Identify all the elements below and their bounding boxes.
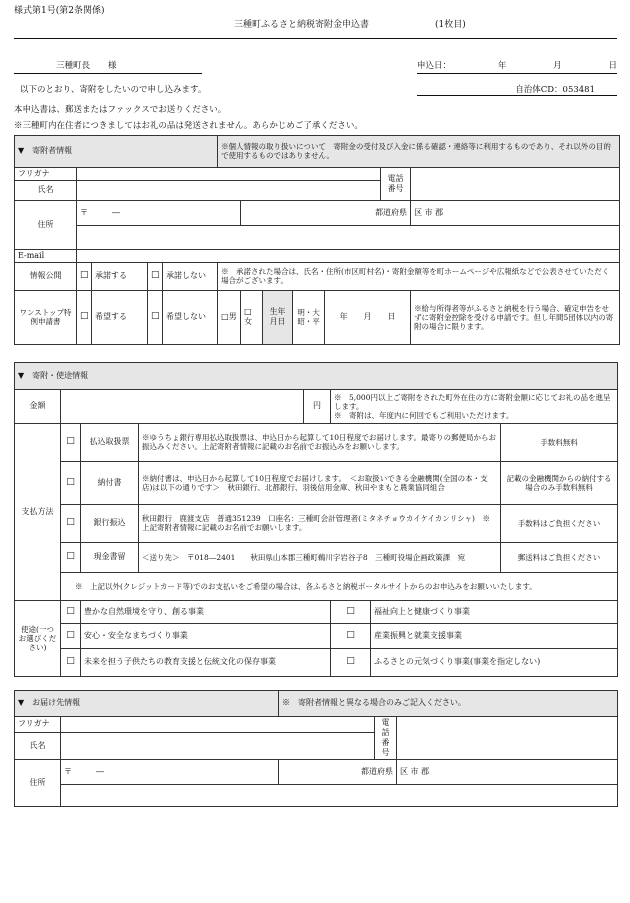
month-label: 月 — [553, 61, 562, 71]
delivery-city-label: 区 市 郡 — [397, 759, 618, 784]
delivery-furigana-input[interactable] — [61, 716, 375, 733]
phone-label: 電話番号 — [381, 167, 411, 200]
use-general-checkbox[interactable]: □ — [331, 648, 371, 676]
invoice-fee: 記載の金融機関からの納付する場合のみ手数料無料 — [501, 461, 618, 504]
mail-fax-note: 本申込書は、郵送またはファックスでお送りください。 — [14, 105, 227, 116]
bank-transfer-fee: 手数料はご負担ください — [501, 504, 618, 542]
bank-transfer-checkbox[interactable]: □ — [61, 504, 81, 542]
date-line[interactable] — [417, 61, 617, 74]
name-label: 氏名 — [15, 180, 77, 200]
furigana-input[interactable] — [77, 167, 381, 180]
registered-mail-checkbox[interactable]: □ — [61, 542, 81, 572]
address-input[interactable] — [77, 225, 620, 249]
year-label: 年 — [497, 61, 507, 71]
publicity-label: 情報公開 — [15, 262, 77, 290]
pay-slip-label: 払込取扱票 — [81, 423, 139, 461]
payment-method-label: 支払方法 — [15, 423, 61, 600]
no-want-label: 希望しない — [163, 290, 218, 344]
invoice-desc: ※納付書は、申込日から起算して10日程度でお届けします。 ＜お取扱いできる金融機関(全国の本・支店)は以下の通りです＞ 秋田銀行、北都銀行、羽後信用金庫、秋田やまもと農業協同組合 — [139, 461, 501, 504]
sama-label: 様 — [108, 61, 117, 71]
delivery-note: ※ 寄附者情報と異なる場合のみご記入ください。 — [279, 690, 618, 716]
email-label: E-mail — [15, 249, 77, 262]
use-general-label: ふるさとの元気づくり事業(事業を指定しない) — [371, 648, 618, 676]
use-nature-label: 豊かな自然環境を守り、創る事業 — [81, 600, 331, 623]
pay-slip-fee: 手数料無料 — [501, 423, 618, 461]
no-consent-checkbox[interactable]: □ — [148, 262, 163, 290]
spacer — [14, 677, 617, 690]
privacy-note: ※個人情報の取り扱いについて 寄附金の受付及び入金に係る確認・連絡等に利用するものであり、それ以外の目的で使用するものではありません。 — [218, 135, 620, 167]
form-title: 三種町ふるさと納税寄附金申込書 — [234, 20, 370, 30]
onestop-no-want-checkbox[interactable]: □ — [148, 290, 163, 344]
yen-label: 円 — [304, 389, 331, 423]
delivery-furigana-label: フリガナ — [15, 716, 61, 733]
use-safety-checkbox[interactable]: □ — [61, 623, 81, 648]
donation-section-title: ▼ 寄附・使途情報 — [15, 362, 618, 389]
use-welfare-label: 福祉向上と健康づくり事業 — [371, 600, 618, 623]
birthday-label: 生年月日 — [263, 290, 293, 344]
bank-transfer-desc: 秋田銀行 鹿渡支店 普通351239 口座名：三種町会計管理者(ミタネチョウカイケイカンリシャ) ※ 上記寄附者情報に記載のお名前でお願いします。 — [139, 504, 501, 542]
delivery-prefecture-label: 都道府県 — [279, 759, 397, 784]
use-industry-checkbox[interactable]: □ — [331, 623, 371, 648]
amount-note-repeat: ※ 寄附は、年度内に何回でもご利用いただけます。 — [334, 410, 514, 420]
furigana-label: フリガナ — [15, 167, 77, 180]
registered-mail-fee: 郵送料はご負担ください — [501, 542, 618, 572]
name-input[interactable] — [77, 180, 381, 200]
registered-mail-label: 現金書留 — [81, 542, 139, 572]
title-rule — [14, 38, 617, 39]
era-options[interactable]: 明・大昭・平 — [293, 290, 325, 344]
onestop-want-checkbox[interactable]: □ — [77, 290, 92, 344]
email-input[interactable] — [77, 249, 620, 262]
delivery-section-title: ▼ お届け先情報 — [15, 690, 279, 716]
publicity-note: ※ 承諾された場合は、氏名・住所(市区町村名)・寄附金額等を町ホームページや広報紙などで公表させていただく場合がございます。 — [218, 262, 620, 290]
pay-slip-desc: ※ゆうちょ銀行専用払込取扱票は、申込日から起算して10日程度でお届けします。最寄りの郵便局からお振込みください。上記寄附者情報に記載のお名前でお振込みをお願いします。 — [139, 423, 501, 461]
consent-label: 承諾する — [92, 262, 148, 290]
mayor-label: 三種町長 — [56, 61, 91, 71]
use-safety-label: 安心・安全なまちづくり事業 — [81, 623, 331, 648]
use-label: 使途(一つお選びください) — [15, 600, 61, 676]
amount-notes — [331, 389, 618, 423]
delivery-name-input[interactable] — [61, 733, 375, 759]
address-row — [14, 61, 617, 74]
delivery-address-label: 住所 — [15, 759, 61, 806]
page-indicator: (1枚目) — [435, 20, 466, 30]
birthdate-input[interactable]: 年 月 日 — [325, 290, 411, 344]
male-checkbox[interactable]: □男 — [218, 290, 241, 344]
invoice-checkbox[interactable]: □ — [61, 461, 81, 504]
onestop-note: ※給与所得者等がふるさと納税を行う場合、確定申告をせずに寄附金控除を受ける申請です。但し年間5団体以内の寄附の場合に限ります。 — [411, 290, 620, 344]
day-label: 日 — [608, 61, 617, 71]
pay-slip-checkbox[interactable]: □ — [61, 423, 81, 461]
other-payment-note: ※ 上記以外(クレジットカード等)でのお支払いをご希望の場合は、各ふるさと納税ポータルサイトからのお申込みをお願いいたします。 — [61, 572, 618, 600]
bank-transfer-label: 銀行振込 — [81, 504, 139, 542]
prefecture-label: 都道府県 — [241, 200, 411, 225]
donor-section-title: ▼ 寄附者情報 — [15, 135, 218, 167]
use-welfare-checkbox[interactable]: □ — [331, 600, 371, 623]
donation-table — [14, 362, 618, 677]
no-consent-label: 承諾しない — [163, 262, 218, 290]
resident-note: ※三種町内在住者につきましてはお礼の品は発送されません。あらかじめご了承ください。 — [14, 120, 363, 131]
delivery-phone-label: 電話番号 — [375, 716, 397, 759]
postal-code-input[interactable]: 〒 ― — [77, 200, 241, 225]
female-checkbox[interactable]: □女 — [241, 290, 263, 344]
use-industry-label: 産業振興と就業支援事業 — [371, 623, 618, 648]
amount-note-gift: ※ 5,000円以上ご寄附をされた町外在住の方に寄附金額に応じてお礼の品を進呈します。 — [334, 392, 611, 411]
donor-table — [14, 135, 620, 345]
amount-input[interactable] — [61, 389, 304, 423]
mayor-line — [14, 61, 202, 74]
form-number: 様式第1号(第2条関係) — [14, 6, 105, 16]
title-row — [14, 20, 617, 36]
delivery-address-input[interactable] — [61, 784, 618, 806]
use-education-label: 未来を担う子供たちの教育支援と伝統文化の保存事業 — [81, 648, 331, 676]
want-label: 希望する — [92, 290, 148, 344]
consent-checkbox[interactable]: □ — [77, 262, 92, 290]
phone-input[interactable] — [411, 167, 620, 200]
delivery-name-label: 氏名 — [15, 733, 61, 759]
request-row — [14, 85, 617, 97]
onestop-label: ワンストップ特例申請書 — [15, 290, 77, 344]
use-education-checkbox[interactable]: □ — [61, 648, 81, 676]
amount-label: 金額 — [15, 389, 61, 423]
delivery-phone-input[interactable] — [397, 716, 618, 759]
request-text: 以下のとおり、寄附をしたいので申し込みます。 — [20, 84, 207, 95]
date-label: 申込日： — [417, 61, 452, 71]
delivery-table — [14, 690, 618, 807]
invoice-label: 納付書 — [81, 461, 139, 504]
city-label: 区 市 郡 — [411, 200, 620, 225]
use-nature-checkbox[interactable]: □ — [61, 600, 81, 623]
registered-mail-desc: ＜送り先＞ 〒018―2401 秋田県山本郡三種町鵜川字岩谷子8 三種町役場企画政策課 宛 — [139, 542, 501, 572]
address-label: 住所 — [15, 200, 77, 249]
municipality-code: 自治体CD：053481 — [417, 85, 617, 97]
spacer — [14, 345, 617, 362]
delivery-postal-input[interactable]: 〒 ― — [61, 759, 279, 784]
